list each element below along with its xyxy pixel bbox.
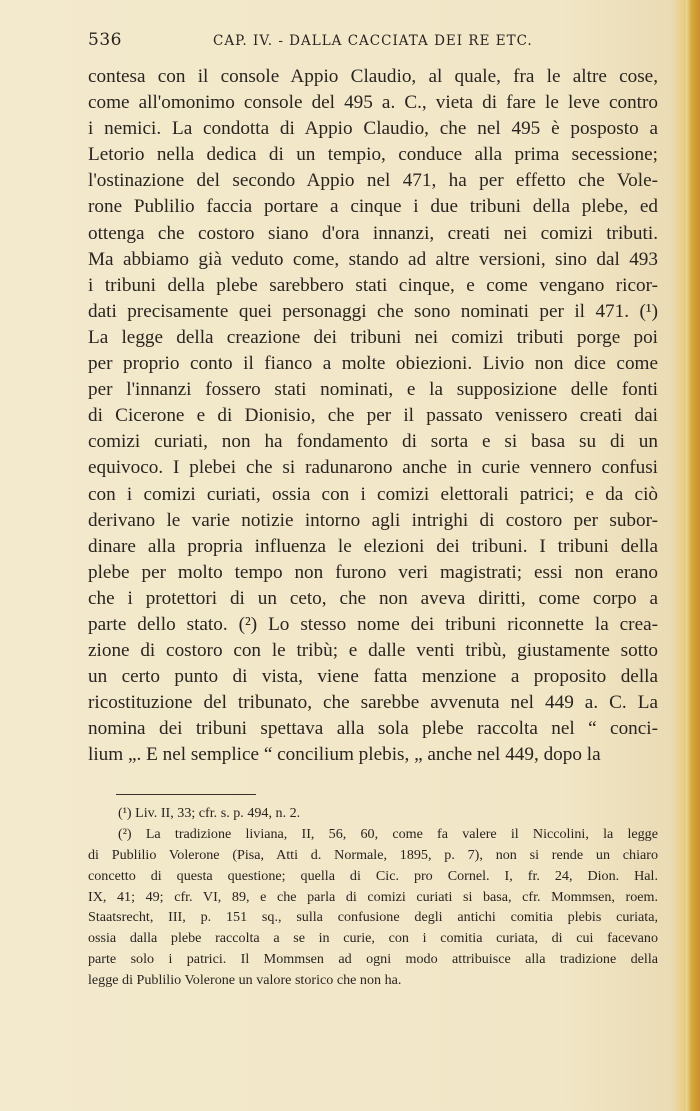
- text-line: plebe per molto tempo non furono veri magistrati; essi non erano: [88, 561, 658, 583]
- page-number: 536: [88, 30, 122, 50]
- text-line: derivano le varie notizie intorno agli intrighi di costoro per subor-: [88, 509, 658, 531]
- footnote-line: concetto di questa questione; quella di Cic. pro Cornel. I, fr. 24, Dion. Hal.: [88, 867, 658, 884]
- text-line: per proprio conto il fianco a molte obiezioni. Livio non dice come: [88, 353, 658, 375]
- page-edge: [686, 0, 700, 1111]
- text-line: ottenga che costoro siano d'ora innanzi, creati nei comizi tributi.: [88, 222, 658, 244]
- text-line: nomina dei tribuni spettava alla sola plebe raccolta nel “ conci-: [88, 718, 658, 740]
- footnote-line: ossia dalla plebe raccolta a se in curie, con i comitia curiata, di cui facevano: [88, 930, 658, 947]
- text-line: contesa con il console Appio Claudio, al quale, fra le altre cose,: [88, 66, 658, 87]
- text-line: di Cicerone e di Dionisio, che per il passato venissero creati dai: [88, 405, 658, 427]
- text-line: La legge della creazione dei tribuni nei comizi tributi porge poi: [88, 326, 658, 348]
- footnotes: [88, 803, 658, 991]
- text-line: dinare alla propria influenza le elezioni dei tribuni. I tribuni della: [88, 535, 658, 557]
- text-line: Ma abbiamo già veduto come, stando ad altre versioni, sino dal 493: [88, 248, 658, 270]
- text-line: i tribuni della plebe sarebbero stati cinque, e come vengano ricor-: [88, 274, 658, 296]
- running-head: CAP. IV. - DALLA CACCIATA DEI RE ETC.: [213, 33, 533, 49]
- footnote-line: (¹) Liv. II, 33; cfr. s. p. 494, n. 2.: [118, 805, 301, 821]
- text-line: lium „. E nel semplice “ concilium plebis, „ anche nel 449, dopo la: [88, 744, 601, 766]
- text-line: i nemici. La condotta di Appio Claudio, che nel 495 è posposto a: [88, 118, 658, 140]
- text-line: zione di costoro con le tribù; e dalle venti tribù, giustamente sotto: [88, 640, 658, 662]
- footnote-rule: [116, 794, 256, 795]
- text-line: un certo punto di vista, viene fatta menzione a proposito della: [88, 666, 658, 688]
- footnote-line: legge di Publilio Volerone un valore storico che non ha.: [88, 972, 402, 989]
- footnote-line: di Publilio Volerone (Pisa, Atti d. Normale, 1895, p. 7), non si rende un chiaro: [88, 846, 658, 863]
- footnote-line: (²) La tradizione liviana, II, 56, 60, come fa valere il Niccolini, la legge: [118, 825, 658, 842]
- text-line: con i comizi curiati, ossia con i comizi elettorali patrici; e da ciò: [88, 483, 658, 505]
- footnote-line: IX, 41; 49; cfr. VI, 89, e che parla di comizi curiati si basa, cfr. Mommsen, roem.: [88, 888, 658, 905]
- text-line: dati precisamente quei personaggi che sono nominati per il 471. (¹): [88, 300, 658, 322]
- text-line: comizi curiati, non ha fondamento di sorta e si basa su di un: [88, 431, 658, 453]
- text-line: che i protettori di un ceto, che non aveva diritti, come corpo a: [88, 587, 658, 609]
- page-header: [88, 30, 658, 58]
- text-line: Letorio nella dedica di un tempio, conduce alla prima secessione;: [88, 144, 658, 166]
- footnote-line: parte solo i patrici. Il Mommsen ad ogni modo attribuisce alla tradizione della: [88, 951, 658, 968]
- main-text: [88, 64, 658, 769]
- text-line: parte dello stato. (²) Lo stesso nome dei tribuni riconnette la crea-: [88, 613, 658, 635]
- footnote-line: Staatsrecht, III, p. 151 sq., sulla confusione degli antichi comitia plebis curiata,: [88, 909, 658, 926]
- text-line: ricostituzione del tribunato, che sarebbe avvenuta nel 449 a. C. La: [88, 692, 658, 714]
- text-line: l'ostinazione del secondo Appio nel 471, ha per effetto che Vole-: [88, 170, 658, 192]
- text-line: rone Publilio faccia portare a cinque i due tribuni della plebe, ed: [88, 196, 658, 218]
- text-line: equivoco. I plebei che si radunarono anche in curie vennero confusi: [88, 457, 658, 479]
- text-line: per l'innanzi fossero stati nominati, e la supposizione delle fonti: [88, 379, 658, 401]
- text-line: come all'omonimo console del 495 a. C., vieta di fare le leve contro: [88, 92, 658, 114]
